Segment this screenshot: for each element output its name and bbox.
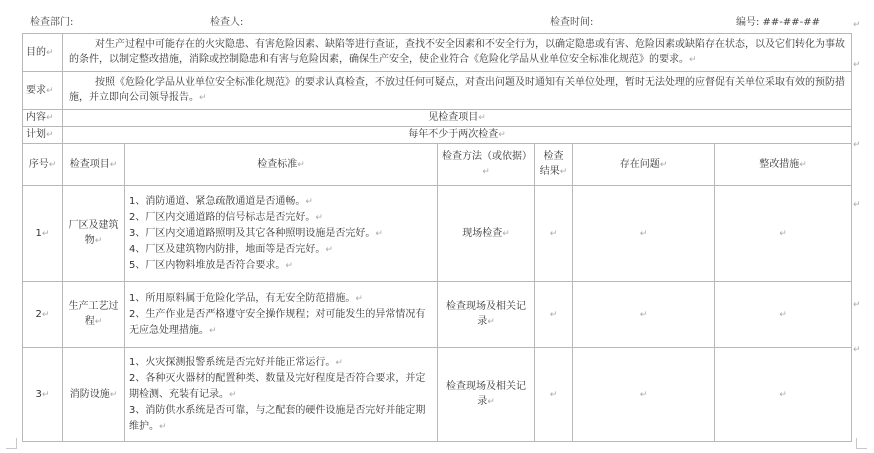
col-result: 检查结果↵ xyxy=(535,144,573,186)
inspection-table xyxy=(22,33,852,442)
standard-line: 1、消防通道、紧急疏散通道是否通畅。↵ xyxy=(129,195,313,207)
purpose-text: 对生产过程中可能存在的火灾隐患、有害危险因素、缺陷等进行查证，查找不安全因素和不安全行为，以确定隐患或有害、危险因素或缺陷存在状态，以及它们转化为事故的条件，以制定整改措施，消除或控制隐患和有害与危险因素，确保生产安全，使企业符合《危险化学品从业单位安全标准化规范》的要求。↵ xyxy=(63,34,852,72)
content-row xyxy=(23,110,852,127)
standard-line: 3、厂区内交通道路照明及其它各种照明设施是否完好。↵ xyxy=(129,227,383,239)
table-row xyxy=(23,186,852,282)
table-row xyxy=(23,348,852,442)
row-seq: 1↵ xyxy=(23,186,63,282)
row-method: 检查现场及相关记录↵ xyxy=(438,348,535,442)
crop-mark xyxy=(856,438,867,449)
row-standards xyxy=(125,348,438,442)
column-header-row xyxy=(23,144,852,186)
row-seq: 3↵ xyxy=(23,348,63,442)
row-result: ↵ xyxy=(535,348,573,442)
row-problem: ↵ xyxy=(573,186,715,282)
standard-line: 2、各种灭火器材的配置种类、数量及完好程度是否符合要求，并定期检测、充装有记录。↵ xyxy=(129,372,426,400)
plan-label: 计划↵ xyxy=(23,127,63,144)
time-label: 检查时间: xyxy=(550,17,594,28)
row-measure: ↵ xyxy=(715,186,852,282)
purpose-row xyxy=(23,34,852,72)
row-problem: ↵ xyxy=(573,348,715,442)
standard-line: 5、厂区内物料堆放是否符合要求。↵ xyxy=(129,259,293,271)
row-result: ↵ xyxy=(535,186,573,282)
standard-line: 4、厂区及建筑物内防排，地面等是否完好。↵ xyxy=(129,243,333,255)
col-standard: 检查标准↵ xyxy=(125,144,438,186)
row-measure: ↵ xyxy=(715,282,852,348)
col-problem: 存在问题↵ xyxy=(573,144,715,186)
standard-line: 1、所用原料属于危险化学品，有无安全防范措施。↵ xyxy=(129,292,363,304)
row-standards xyxy=(125,186,438,282)
content-label: 内容↵ xyxy=(23,110,63,127)
row-measure: ↵ xyxy=(715,348,852,442)
col-measure: 整改措施↵ xyxy=(715,144,852,186)
form-header xyxy=(30,13,850,27)
margin-mark: ↵ xyxy=(853,20,861,30)
col-seq: 序号↵ xyxy=(23,144,63,186)
crop-mark xyxy=(6,438,17,449)
number-label: 编号: ##-##-## xyxy=(736,17,821,28)
row-problem: ↵ xyxy=(573,282,715,348)
row-standards xyxy=(125,282,438,348)
requirement-row xyxy=(23,72,852,110)
row-method: 检查现场及相关记录↵ xyxy=(438,282,535,348)
content-value: 见检查项目↵ xyxy=(63,110,852,127)
plan-value: 每年不少于两次检查↵ xyxy=(63,127,852,144)
standard-line: 1、火灾探测报警系统是否完好并能正常运行。↵ xyxy=(129,356,343,368)
standard-line: 2、厂区内交通道路的信号标志是否完好。↵ xyxy=(129,211,323,223)
margin-mark: ↵ xyxy=(853,200,861,210)
row-result: ↵ xyxy=(535,282,573,348)
margin-mark: ↵ xyxy=(853,300,861,310)
purpose-label: 目的↵ xyxy=(23,34,63,72)
margin-mark: ↵ xyxy=(853,140,861,150)
margin-mark: ↵ xyxy=(853,60,861,70)
row-item: 消防设施↵ xyxy=(63,348,125,442)
inspector-label: 检查人: xyxy=(210,17,244,28)
row-item: 生产工艺过程↵ xyxy=(63,282,125,348)
col-item: 检查项目↵ xyxy=(63,144,125,186)
standard-line: 3、消防供水系统是否可靠，与之配套的硬件设施是否完好并能定期维护。↵ xyxy=(129,404,426,432)
requirement-text: 按照《危险化学品从业单位安全标准化规范》的要求认真检查，不放过任何可疑点，对查出问题及时通知有关单位处理，暂时无法处理的应督促有关单位采取有效的预防措施，并立即向公司领导报告。↵ xyxy=(63,72,852,110)
row-seq: 2↵ xyxy=(23,282,63,348)
plan-row xyxy=(23,127,852,144)
col-method: 检查方法（或依据）↵ xyxy=(438,144,535,186)
row-method: 现场检查↵ xyxy=(438,186,535,282)
standard-line: 2、生产作业是否严格遵守安全操作规程；对可能发生的异常情况有无应急处理措施。↵ xyxy=(129,308,426,336)
table-row xyxy=(23,282,852,348)
row-item: 厂区及建筑物↵ xyxy=(63,186,125,282)
dept-label: 检查部门: xyxy=(30,17,74,28)
margin-mark: ↵ xyxy=(853,345,861,355)
requirement-label: 要求↵ xyxy=(23,72,63,110)
